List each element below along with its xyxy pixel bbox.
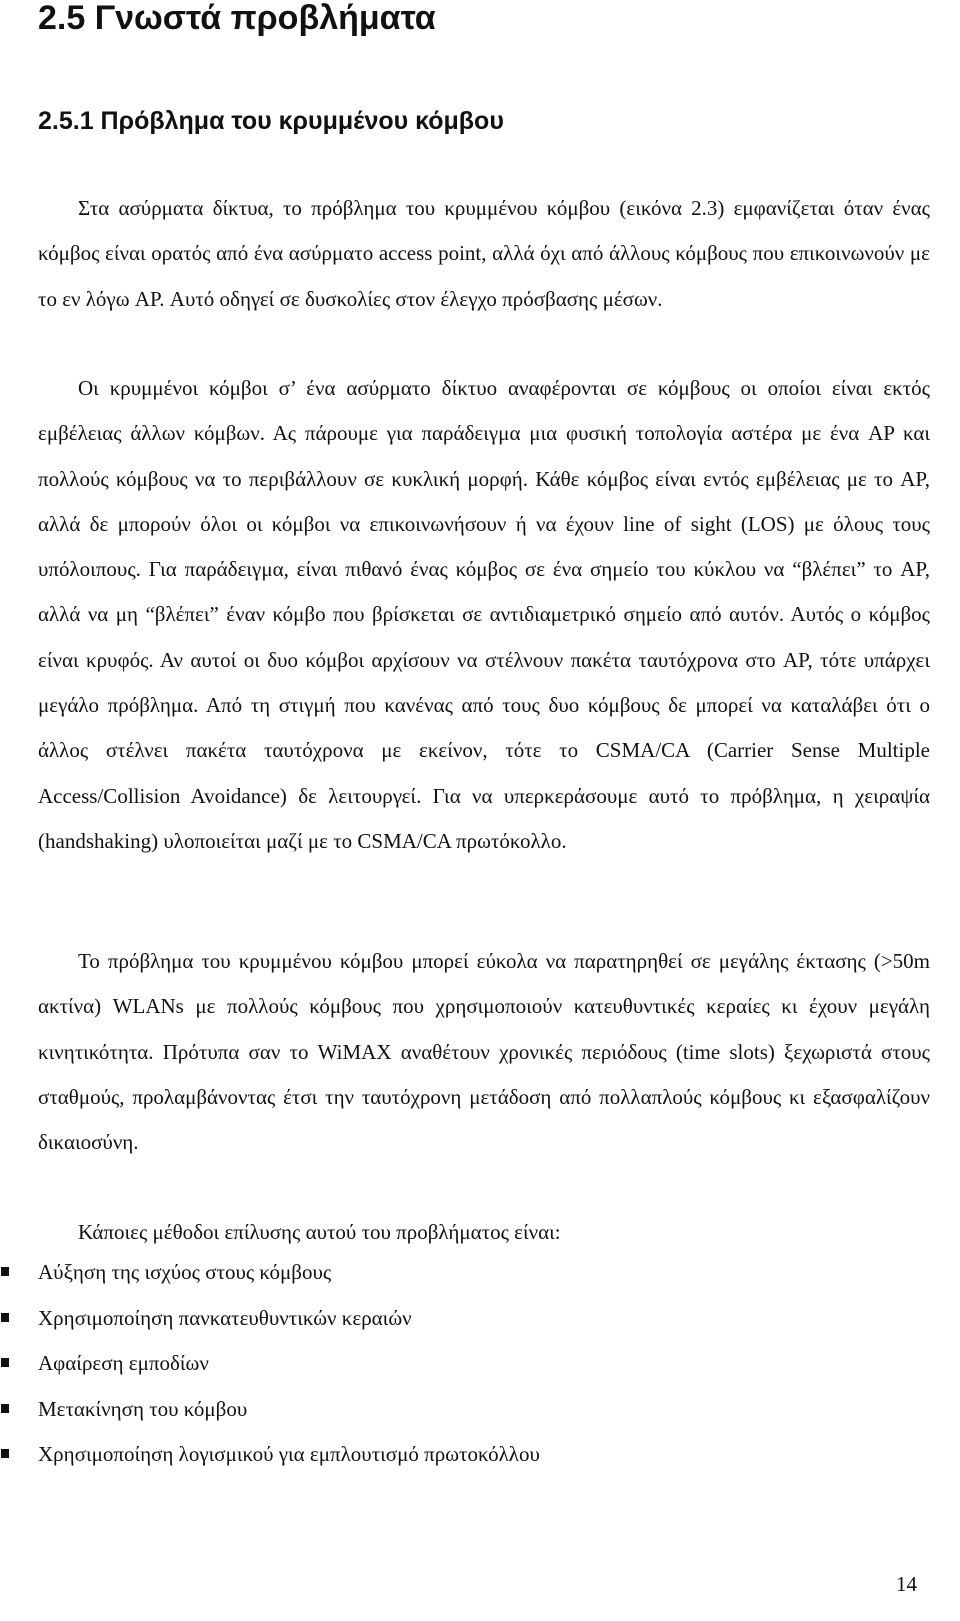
square-bullet-icon xyxy=(1,1267,9,1276)
paragraph-hidden-nodes: Οι κρυμμένοι κόμβοι σ’ ένα ασύρματο δίκτυο αναφέρονται σε κόμβους οι οποίοι είναι εκτός εμβέλειας άλλων κόμβων. Ας πάρουμε για παράδειγμα μια φυσική τοπολογία αστέρα με ένα AP και πολλούς κόμβους να το περιβάλλουν σε κυκλική μορφή. Κάθε κόμβος είναι εντός εμβέλειας με το AP, αλλά δε μπορούν όλοι οι κόμβοι να επικοινωνήσουν ή να έχουν line of sight (LOS) με όλους τους υπόλοιπους. Για παράδειγμα, είναι πιθανό ένας κόμβος σε ένα σημείο του κύκλου να “βλέπει” το AP, αλλά να μη “βλέπει” έναν κόμβο που βρίσκεται σε αντιδιαμετρικό σημείο από αυτόν. Αυτός ο κόμβος είναι κρυφός. Αν αυτοί οι δυο κόμβοι αρχίσουν να στέλνουν πακέτα ταυτόχρονα στο AP, τότε υπάρχει μεγάλο πρόβλημα. Από τη στιγμή που κανένας από τους δυο κόμβους δε μπορεί να καταλάβει ότι ο άλλος στέλνει πακέτα ταυτόχρονα με εκείνον, τότε το CSMA/CA (Carrier Sense Multiple Access/Collision Avoidance) δε λειτουργεί. Για να υπερκεράσουμε αυτό το πρόβλημα, η χειραψία (handshaking) υλοποιείται μαζί με το CSMA/CA πρωτόκολλο. xyxy=(38,376,930,853)
list-item xyxy=(0,1432,940,1478)
list-item-text: Χρησιμοποίηση πανκατευθυντικών κεραιών xyxy=(38,1305,412,1330)
list-item xyxy=(0,1341,940,1387)
list-item-text: Αφαίρεση εμποδίων xyxy=(38,1351,209,1376)
paragraph-large-wlans: Το πρόβλημα του κρυμμένου κόμβου μπορεί εύκολα να παρατηρηθεί σε μεγάλης έκτασης (>50m ακτίνα) WLANs με πολλούς κόμβους που χρησιμοποιούν κατευθυντικές κεραίες κι έχουν μεγάλη κινητικότητα. Πρότυπα σαν το WiMAX αναθέτουν χρονικές περιόδους (time slots) ξεχωριστά στους σταθμούς, προλαμβάνοντας έτσι την ταυτόχρονη μετάδοση από πολλαπλούς κόμβους κι εξασφαλίζουν δικαιοσύνη. xyxy=(38,949,930,1155)
page-number: 14 xyxy=(896,1572,917,1596)
square-bullet-icon xyxy=(1,1404,9,1413)
paragraph-methods-intro: Κάποιες μέθοδοι επίλυσης αυτού του προβλήματος είναι: xyxy=(78,1220,561,1244)
list-item xyxy=(0,1387,940,1433)
section-heading: 2.5 Γνωστά προβλήματα xyxy=(38,0,436,37)
square-bullet-icon xyxy=(1,1313,9,1322)
list-item xyxy=(0,1250,940,1296)
solutions-list xyxy=(0,1250,940,1478)
list-item-text: Αύξηση της ισχύος στους κόμβους xyxy=(38,1260,332,1284)
square-bullet-icon xyxy=(1,1449,9,1458)
paragraph-intro: Στα ασύρματα δίκτυα, το πρόβλημα του κρυμμένου κόμβου (εικόνα 2.3) εμφανίζεται όταν ένας κόμβος είναι ορατός από ένα ασύρματο access point, αλλά όχι από άλλους κόμβους που επικοινωνούν με το εν λόγω AP. Αυτό οδηγεί σε δυσκολίες στον έλεγχο πρόσβασης μέσων. xyxy=(38,196,930,311)
subsection-heading: 2.5.1 Πρόβλημα του κρυμμένου κόμβου xyxy=(38,107,504,135)
list-item xyxy=(0,1296,940,1342)
list-item-text: Μετακίνηση του κόμβου xyxy=(38,1396,248,1421)
list-item-text: Χρησιμοποίηση λογισμικού για εμπλουτισμό πρωτοκόλλου xyxy=(38,1442,540,1467)
square-bullet-icon xyxy=(1,1358,9,1367)
